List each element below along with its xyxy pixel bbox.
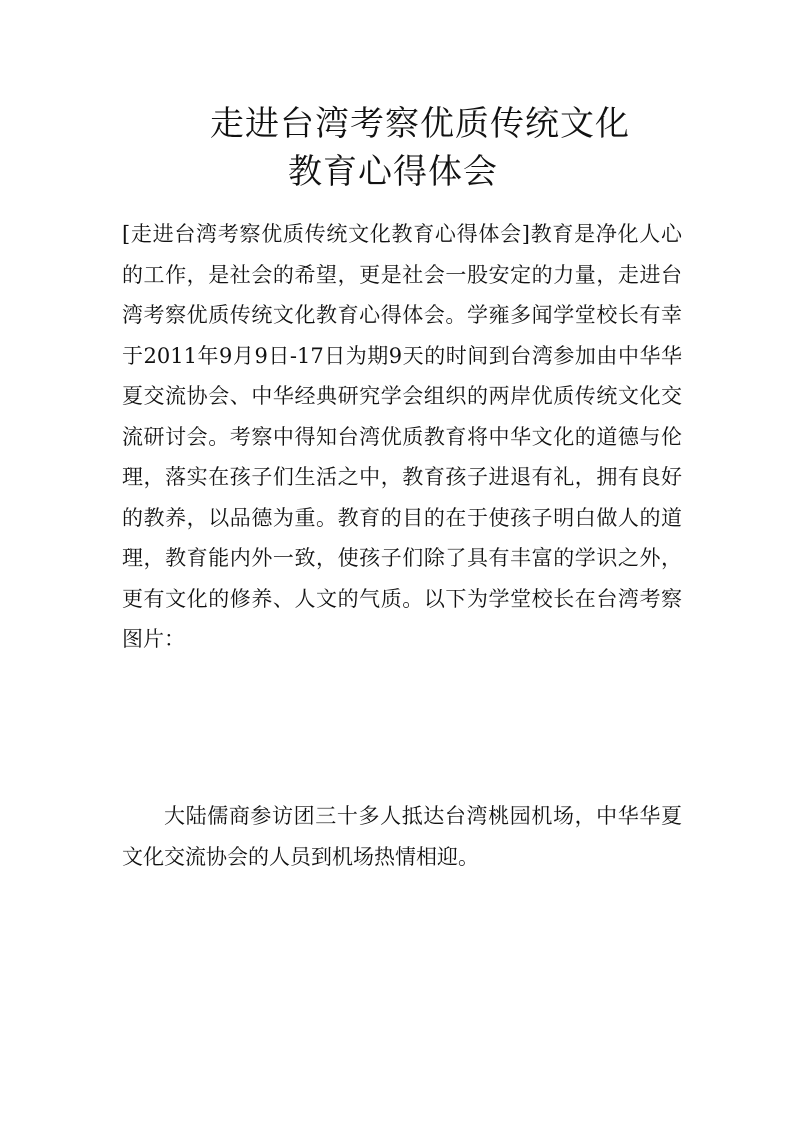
document-title-line-2: 教育心得体会 [288,152,498,192]
photo-caption-paragraph: 大陆儒商参访团三十多人抵达台湾桃园机场，中华华夏文化交流协会的人员到机场热情相迎。 [122,804,682,869]
document-title-line-1: 走进台湾考察优质传统文化 [210,104,630,144]
body-paragraph: [走进台湾考察优质传统文化教育心得体会]教育是净化人心的工作，是社会的希望，更是社会一股安定的力量，走进台湾考察优质传统文化教育心得体会。学雍多闻学堂校长有幸于2011年9月9日-17日为期9天的时间到台湾参加由中华华夏交流协会、中华经典研究学会组织的两岸优质传统文化交流研讨会。考察中得知台湾优质教育将中华文化的道德与伦理，落实在孩子们生活之中，教育孩子进退有礼，拥有良好的教养，以品德为重。教育的目的在于使孩子明白做人的道理，教育能内外一致，使孩子们除了具有丰富的学识之外，更有文化的修养、人文的气质。以下为学堂校长在台湾考察图片： [122,222,682,651]
